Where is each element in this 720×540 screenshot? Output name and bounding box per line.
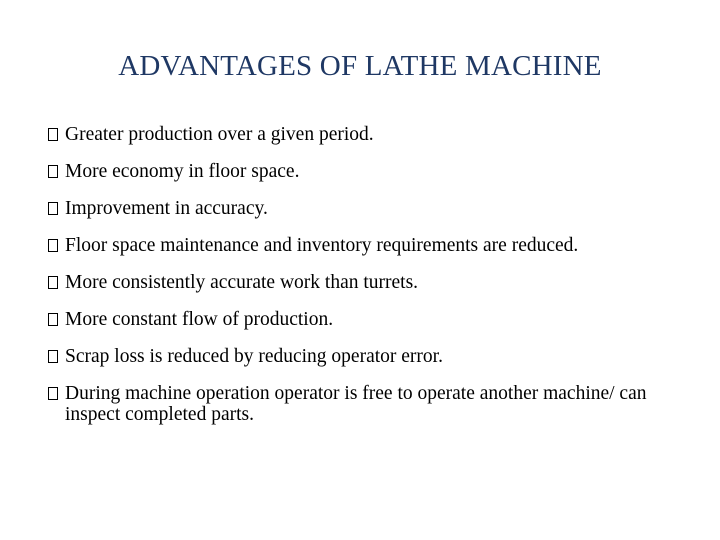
square-bullet-icon <box>48 239 58 252</box>
bullet-item <box>48 235 688 256</box>
square-bullet-icon <box>48 350 58 363</box>
bullet-item <box>48 198 688 219</box>
bullet-text: Floor space maintenance and inventory requirements are reduced. <box>65 235 579 256</box>
square-bullet-icon <box>48 128 58 141</box>
bullet-text: More economy in floor space. <box>65 161 300 182</box>
square-bullet-icon <box>48 202 58 215</box>
bullet-item <box>48 124 688 145</box>
bullet-text: During machine operation operator is free to operate another machine/ can inspect completed parts. <box>65 383 647 425</box>
square-bullet-icon <box>48 276 58 289</box>
bullet-text: Improvement in accuracy. <box>65 198 268 219</box>
bullet-text: Scrap loss is reduced by reducing operator error. <box>65 346 443 367</box>
bullet-item <box>48 161 688 182</box>
bullet-item <box>48 272 688 293</box>
bullet-text: More consistently accurate work than turrets. <box>65 272 419 293</box>
slide-title: ADVANTAGES OF LATHE MACHINE <box>118 50 602 82</box>
bullet-text: More constant flow of production. <box>65 309 334 330</box>
bullet-item <box>48 346 688 367</box>
square-bullet-icon <box>48 313 58 326</box>
bullet-item <box>48 383 688 425</box>
bullet-item <box>48 309 688 330</box>
bullet-list <box>48 124 688 441</box>
square-bullet-icon <box>48 165 58 178</box>
bullet-text: Greater production over a given period. <box>65 124 374 145</box>
square-bullet-icon <box>48 387 58 400</box>
